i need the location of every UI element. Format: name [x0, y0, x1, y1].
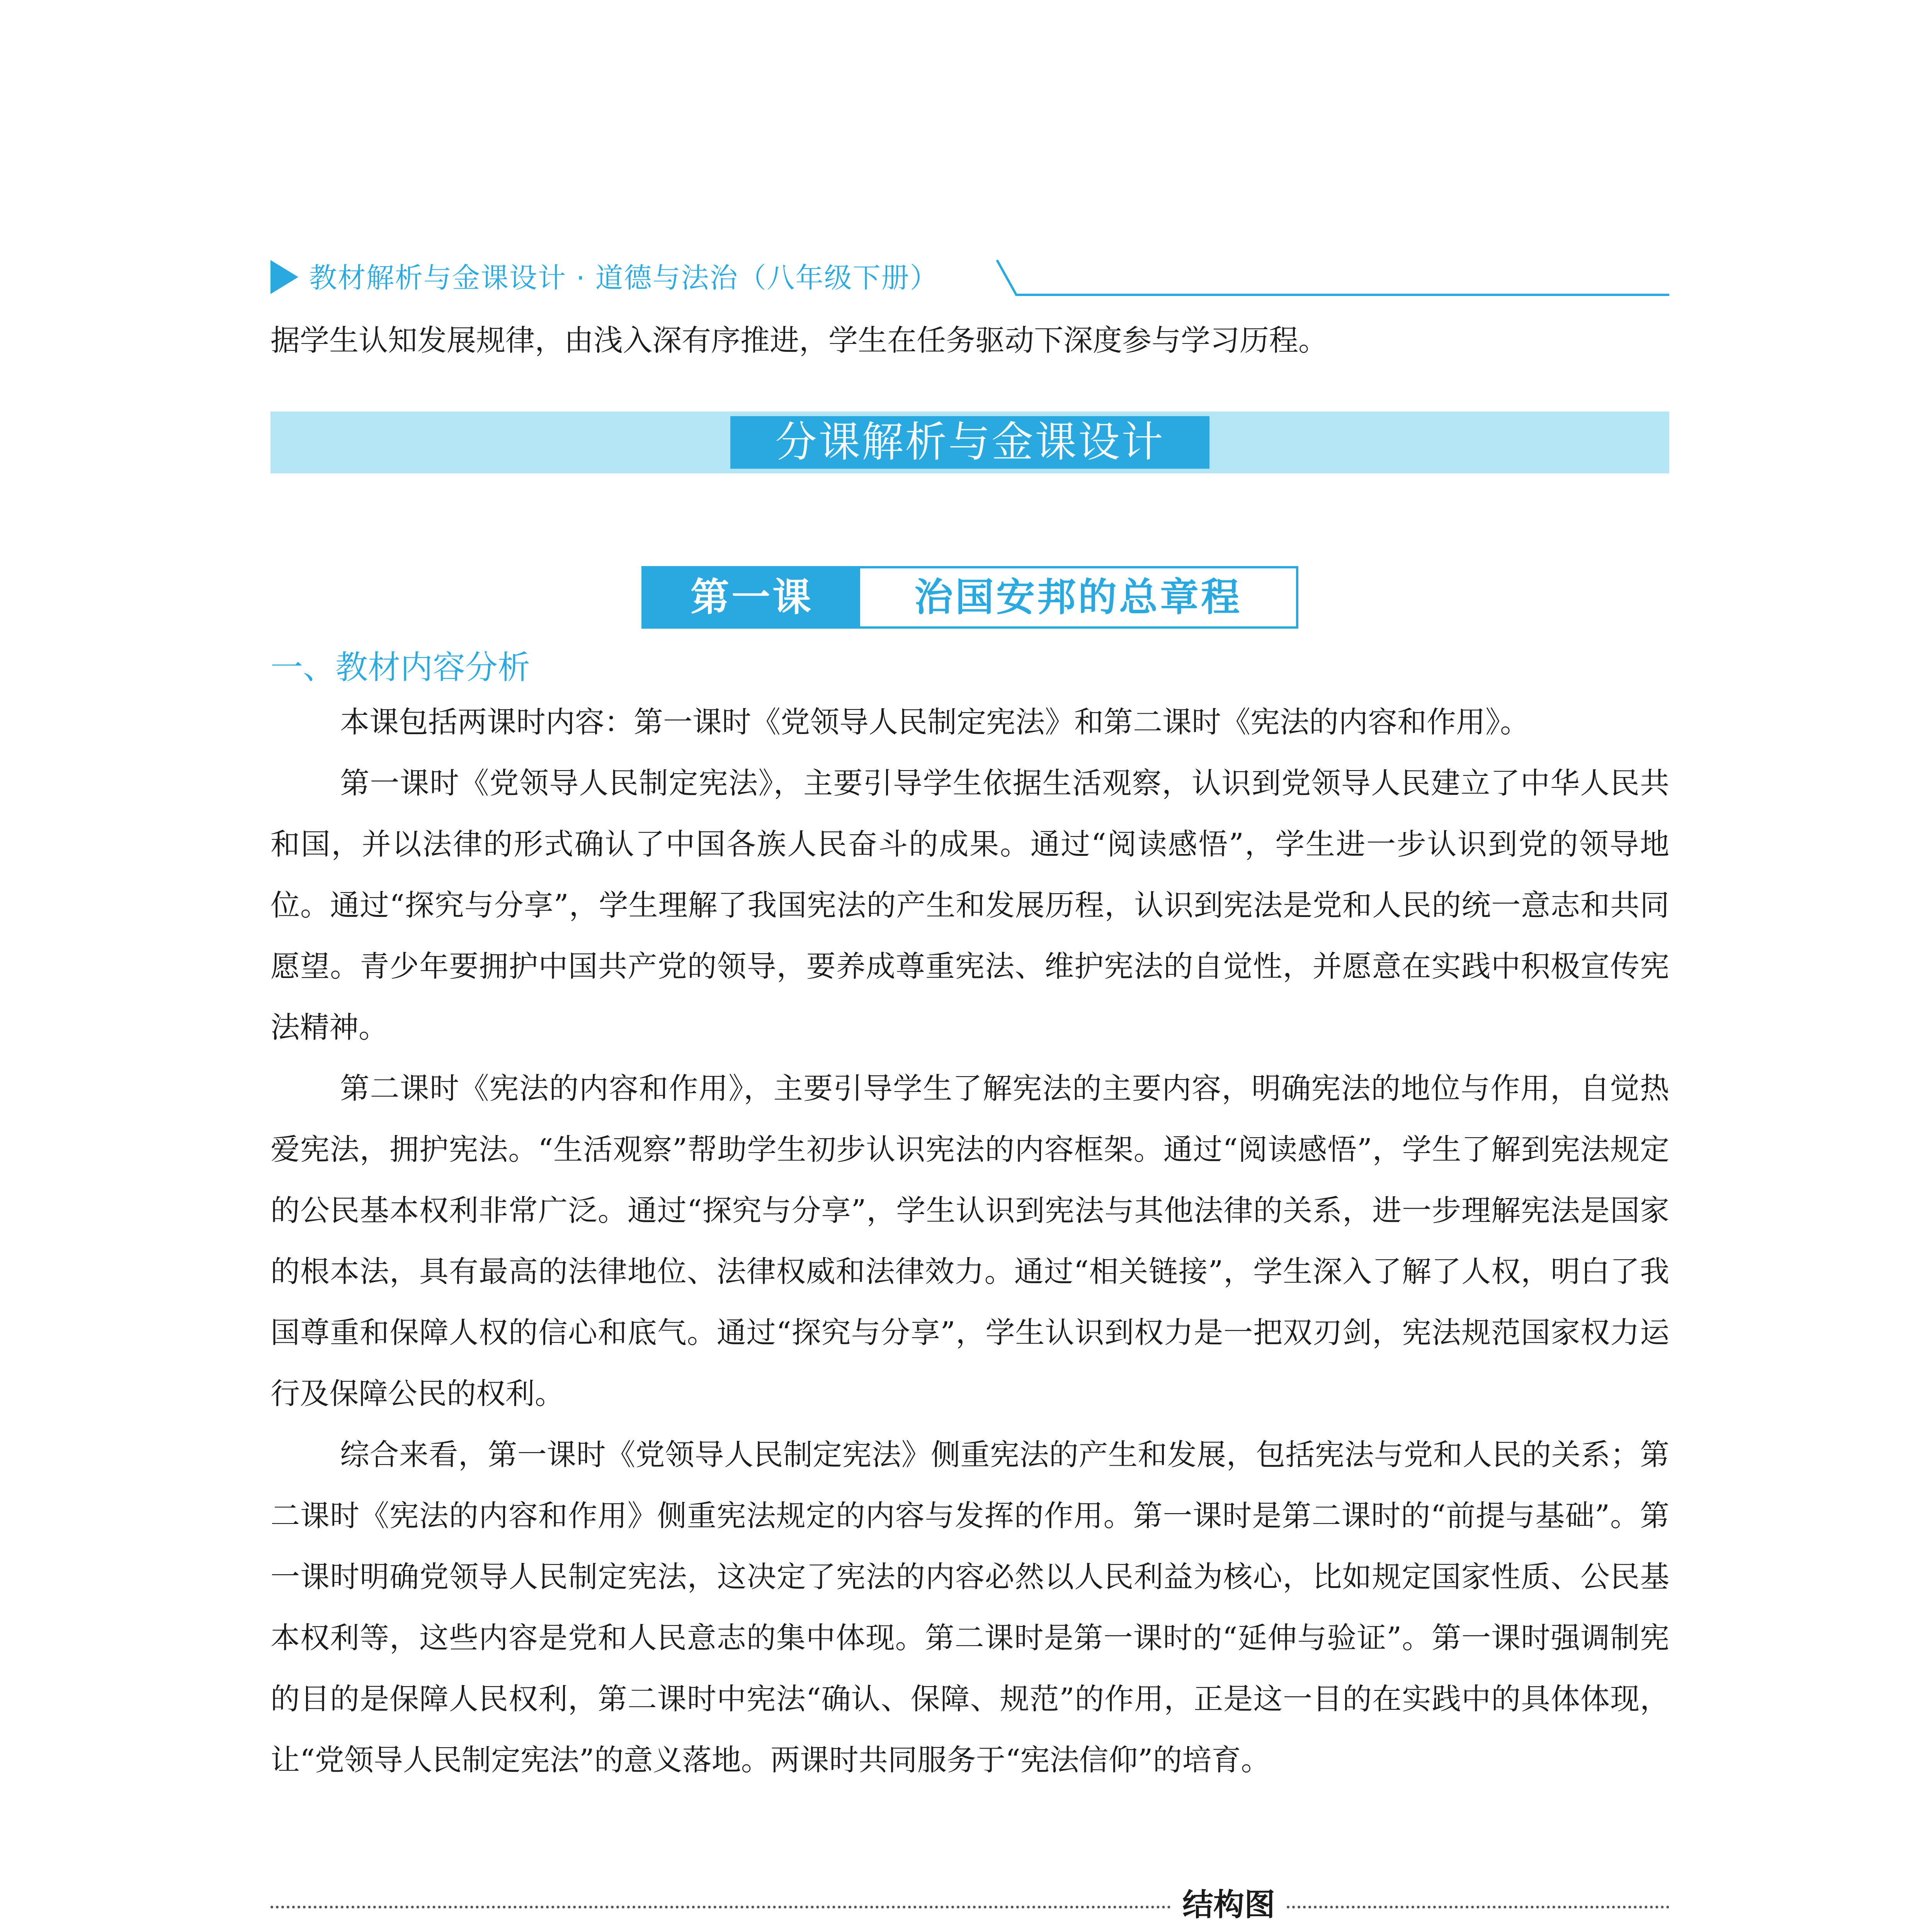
paragraph: 本课包括两课时内容：第一课时《党领导人民制定宪法》和第二课时《宪法的内容和作用》。 — [340, 705, 1529, 739]
paragraph: 综合来看，第一课时《党领导人民制定宪法》侧重宪法的产生和发展，包括宪法与党和人民的关系；第二课时《宪法的内容和作用》侧重宪法规定的内容与发挥的作用。第一课时是第二课时的“前提与基础”。第一课时明确党领导人民制定宪法，这决定了宪法的内容必然以人民利益为核心，比如规定国家性质、公民基本权利等，这些内容是党和人民意志的集中体现。第二课时是第一课时的“延伸与验证”。第一课时强调制宪的目的是保障人民权利，第二课时中宪法“确认、保障、规范”的作用，正是这一目的在实践中的具体体现，让“党领导人民制定宪法”的意义落地。两课时共同服务于“宪法信仰”的培育。 — [270, 1437, 1669, 1777]
header-rule — [270, 253, 1669, 299]
structure-label: 结构图 — [1182, 1887, 1275, 1923]
banner-title: 分课解析与金课设计 — [730, 416, 1209, 469]
lesson-number: 第一课 — [644, 568, 860, 626]
dotted-rule-left — [270, 1906, 1171, 1908]
lesson-title: 治国安邦的总章程 — [914, 575, 1242, 620]
intro-line: 据学生认知发展规律，由浅入深有序推进，学生在任务驱动下深度参与学习历程。 — [270, 323, 1328, 357]
lesson-title-box — [641, 566, 1298, 629]
dotted-rule-right — [1287, 1906, 1669, 1908]
running-header — [270, 253, 1669, 299]
section-heading-content-analysis: 一、教材内容分析 — [270, 648, 531, 686]
paragraph: 第二课时《宪法的内容和作用》，主要引导学生了解宪法的主要内容，明确宪法的地位与作用，自觉热爱宪法，拥护宪法。“生活观察”帮助学生初步认识宪法的内容框架。通过“阅读感悟”，学生了解到宪法规定的公民基本权利非常广泛。通过“探究与分享”，学生认识到宪法与其他法律的关系，进一步理解宪法是国家的根本法，具有最高的法律地位、法律权威和法律效力。通过“相关链接”，学生深入了解了人权，明白了我国尊重和保障人权的信心和底气。通过“探究与分享”，学生认识到权力是一把双刃剑，宪法规范国家权力运行及保障公民的权利。 — [270, 1071, 1669, 1411]
paragraph: 第一课时《党领导人民制定宪法》，主要引导学生依据生活观察，认识到党领导人民建立了中华人民共和国，并以法律的形式确认了中国各族人民奋斗的成果。通过“阅读感悟”，学生进一步认识到党的领导地位。通过“探究与分享”，学生理解了我国宪法的产生和发展历程，认识到宪法是党和人民的统一意志和共同愿望。青少年要拥护中国共产党的领导，要养成尊重宪法、维护宪法的自觉性，并愿意在实践中积极宣传宪法精神。 — [270, 766, 1669, 1044]
content-analysis-body — [270, 692, 1669, 1791]
section-banner — [270, 412, 1669, 473]
structure-divider — [270, 1886, 1669, 1924]
running-title: 教材解析与金课设计 · 道德与法治（八年级下册） — [309, 262, 939, 294]
